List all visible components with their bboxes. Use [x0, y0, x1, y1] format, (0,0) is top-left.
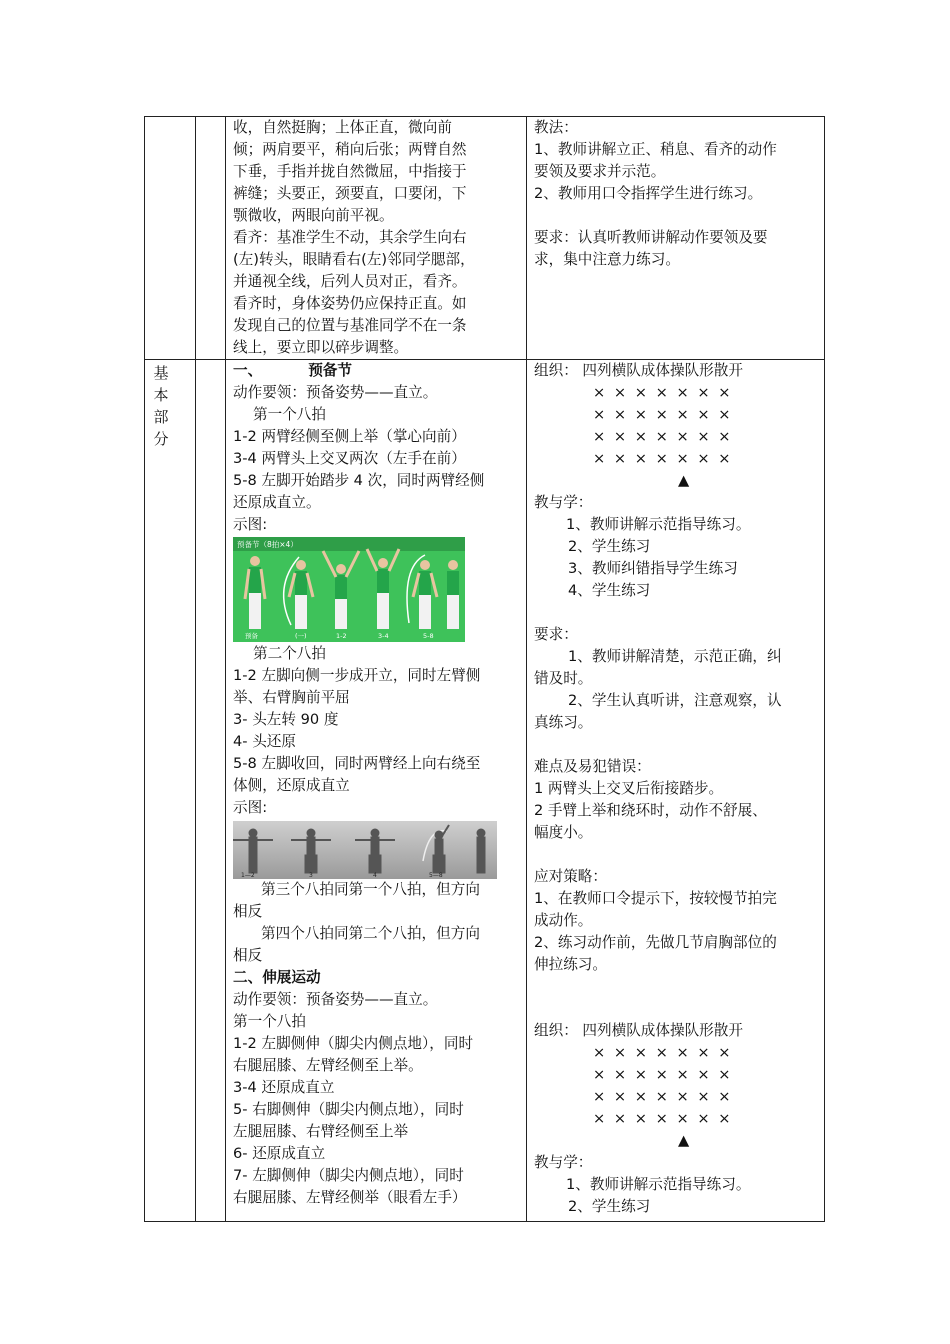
top-content-cell	[233, 117, 519, 359]
figure-step-label: (一)	[295, 632, 307, 640]
figure-step-label: 3	[309, 872, 313, 879]
figure-step-label: 3-4	[378, 632, 389, 640]
formation-row: × × × × × × ×	[593, 450, 733, 467]
text-line: 第三个八拍同第一个八拍，但方向	[261, 881, 480, 898]
text-line: 2 手臂上举和绕环时，动作不舒展、	[534, 802, 767, 819]
demo-figure-turn-head	[233, 821, 497, 879]
formation-row: × × × × × × ×	[593, 428, 733, 445]
text-line: 体侧，还原成直立	[233, 777, 350, 794]
figure-step-label: 5—8	[429, 872, 443, 879]
text-line: 相反	[233, 947, 263, 964]
col-line-1	[144, 116, 145, 1222]
figure-label: 示图:	[233, 799, 268, 816]
col-line-4	[526, 116, 527, 1222]
text-line: 动作要领：预备姿势——直立。	[233, 991, 438, 1008]
formation-row: × × × × × × ×	[593, 1088, 733, 1105]
text-line: 1 两臂头上交叉后衔接踏步。	[534, 780, 724, 797]
figure-label: 示图:	[233, 516, 268, 533]
section-label-char: 本	[153, 386, 169, 404]
text-line: 左腿屈膝、右臂经侧至上举	[233, 1123, 409, 1140]
text-line: 4- 头还原	[233, 733, 296, 750]
col-line-5	[824, 116, 825, 1222]
figure-step-label: 预备	[245, 632, 258, 640]
text-line: 成动作。	[534, 912, 593, 929]
section-label-char: 分	[153, 430, 169, 448]
section-title: 预备节	[308, 362, 352, 379]
text-line: 要领及要求并示范。	[534, 163, 666, 180]
text-line: 动作要领：预备姿势——直立。	[233, 384, 438, 401]
text-line: 真练习。	[534, 714, 593, 731]
text-line: 2、学生练习	[568, 1198, 651, 1215]
text-line: 收，自然挺胸；上体正直，微向前	[233, 119, 452, 136]
col-line-2	[195, 116, 196, 1222]
text-line: 5-8 左脚收回，同时两臂经上向右绕至	[233, 755, 481, 772]
text-line: 看齐：基准学生不动，其余学生向右	[233, 229, 467, 246]
text-line: 求，集中注意力练习。	[534, 251, 680, 268]
text-line: 3- 头左转 90 度	[233, 711, 339, 728]
teacher-marker: ▲	[678, 472, 690, 489]
eight-beat-title: 第一个八拍	[233, 1013, 306, 1030]
eight-beat-title: 第二个八拍	[253, 645, 326, 662]
text-line: 伸拉练习。	[534, 956, 607, 973]
text-line: 1-2 左脚侧伸（脚尖内侧点地），同时	[233, 1035, 474, 1052]
main-method-cell	[534, 360, 818, 1218]
text-line: 5-8 左脚开始踏步 4 次，同时两臂经侧	[233, 472, 485, 489]
text-line: 1-2 两臂经侧至侧上举（掌心向前）	[233, 428, 466, 445]
text-line: 2、练习动作前，先做几节肩胸部位的	[534, 934, 777, 951]
main-content-cell	[233, 360, 519, 1209]
text-line: 5- 右脚侧伸（脚尖内侧点地），同时	[233, 1101, 464, 1118]
figure-person	[477, 829, 485, 873]
text-line: 裤缝；头要正，颈要直，口要闭，下	[233, 185, 467, 202]
eight-beat-title: 第一个八拍	[253, 406, 326, 423]
text-line: 7- 左脚侧伸（脚尖内侧点地），同时	[233, 1167, 464, 1184]
section-label-char: 基	[153, 364, 169, 382]
text-line: 还原成直立。	[233, 494, 321, 511]
text-line: 线上，要立即以碎步调整。	[233, 339, 409, 356]
organization-line: 组织： 四列横队成体操队形散开	[534, 362, 743, 379]
text-line: 1、在教师口令提示下，按较慢节拍完	[534, 890, 777, 907]
figure-step-label: 1-2	[336, 632, 347, 640]
text-line: 错及时。	[534, 670, 593, 687]
col-line-3	[225, 116, 226, 1222]
text-line: 3-4 还原成直立	[233, 1079, 335, 1096]
figure-step-label: 1—2	[241, 872, 255, 879]
figure-step-label: 5-8	[423, 632, 434, 640]
text-line: 教法：	[534, 119, 578, 136]
text-line: 发现自己的位置与基准同学不在一条	[233, 317, 467, 334]
figure-caption: 预备节（8拍×4）	[237, 540, 298, 549]
text-line: 2、学生练习	[568, 538, 651, 555]
text-line: 举、右臂胸前平屈	[233, 689, 350, 706]
organization-line: 组织： 四列横队成体操队形散开	[534, 1022, 743, 1039]
formation-row: × × × × × × ×	[593, 406, 733, 423]
formation-row: × × × × × × ×	[593, 1044, 733, 1061]
formation-row: × × × × × × ×	[593, 384, 733, 401]
text-line: 颚微收，两眼向前平视。	[233, 207, 394, 224]
text-line: 右腿屈膝、左臂经侧至上举。	[233, 1057, 423, 1074]
section-heading-2: 二、伸展运动	[233, 969, 321, 986]
difficulty-title: 难点及易犯错误：	[534, 758, 651, 775]
section-label-basic-part	[150, 362, 172, 450]
text-line: 右腿屈膝、左臂经侧举（眼看左手）	[233, 1189, 467, 1206]
text-line: 1、教师讲解清楚，示范正确，纠	[568, 648, 782, 665]
demo-figure-warmup	[233, 537, 465, 642]
text-line: (左)转头，眼睛看右(左)邻同学腮部，	[233, 251, 475, 268]
text-line: 2、教师用口令指挥学生进行练习。	[534, 185, 763, 202]
text-line: 3-4 两臂头上交叉两次（左手在前）	[233, 450, 466, 467]
text-line: 相反	[233, 903, 263, 920]
text-line: 倾；两肩要平，稍向后张；两臂自然	[233, 141, 467, 158]
formation-row: × × × × × × ×	[593, 1110, 733, 1127]
text-line: 1-2 左脚向侧一步成开立，同时左臂侧	[233, 667, 481, 684]
text-line: 1、教师讲解示范指导练习。	[566, 516, 751, 533]
text-line: 1、教师讲解立正、稍息、看齐的动作	[534, 141, 777, 158]
top-method-cell	[534, 117, 818, 271]
text-line: 1、教师讲解示范指导练习。	[566, 1176, 751, 1193]
figure-step-label: 4	[373, 872, 377, 879]
table-bottom-border	[144, 1221, 825, 1222]
text-line: 6- 还原成直立	[233, 1145, 326, 1162]
teach-title: 教与学：	[534, 494, 593, 511]
text-line: 3、教师纠错指导学生练习	[568, 560, 738, 577]
teacher-marker: ▲	[678, 1132, 690, 1149]
text-line: 第四个八拍同第二个八拍，但方向	[261, 925, 480, 942]
section-number: 一、	[233, 362, 263, 379]
strategy-title: 应对策略：	[534, 868, 607, 885]
figure-background	[233, 821, 497, 879]
text-line: 4、学生练习	[568, 582, 651, 599]
section-label-char: 部	[153, 408, 169, 426]
formation-row: × × × × × × ×	[593, 1066, 733, 1083]
section-heading-1	[233, 360, 519, 382]
teach-title: 教与学：	[534, 1154, 593, 1171]
requirement-title: 要求：	[534, 626, 578, 643]
text-line: 幅度小。	[534, 824, 593, 841]
text-line: 看齐时，身体姿势仍应保持正直。如	[233, 295, 467, 312]
text-line: 下垂，手指并拢自然微屈，中指接于	[233, 163, 467, 180]
text-line: 2、学生认真听讲，注意观察，认	[568, 692, 782, 709]
text-line: 要求：认真听教师讲解动作要领及要	[534, 229, 768, 246]
text-line: 并通视全线，后列人员对正，看齐。	[233, 273, 467, 290]
